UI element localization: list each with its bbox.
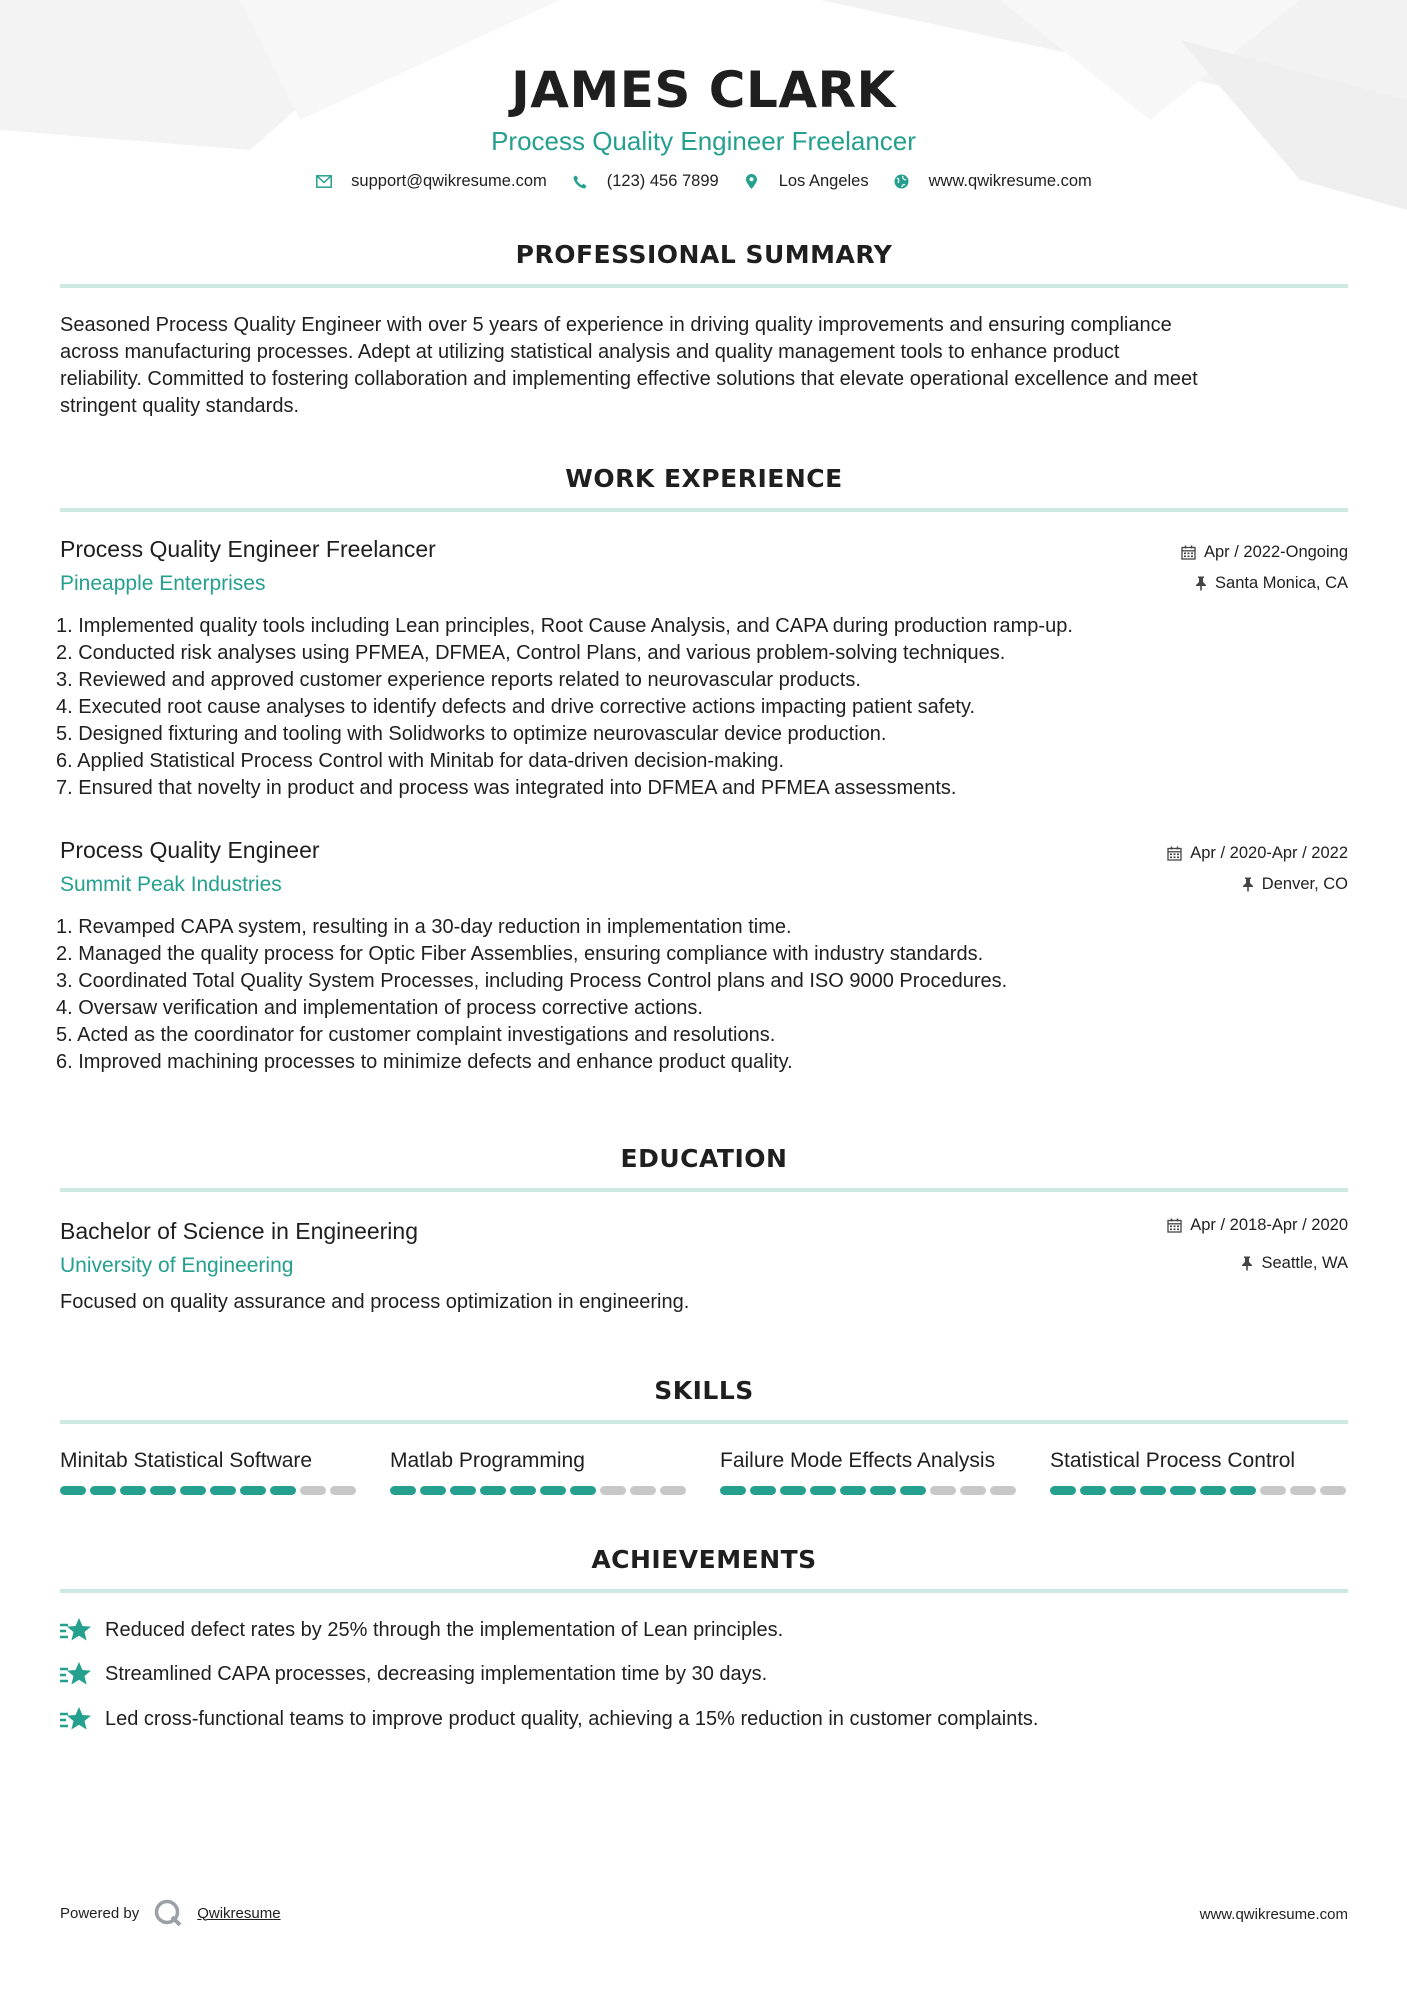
globe-icon <box>893 173 911 191</box>
skill-item <box>720 1448 1020 1495</box>
skills-divider <box>60 1420 1348 1424</box>
footer-website[interactable]: www.qwikresume.com <box>1199 1906 1348 1923</box>
location-text: Los Angeles <box>778 172 869 190</box>
rating-dot-filled <box>1080 1486 1106 1495</box>
pushpin-icon <box>1241 1256 1253 1271</box>
rating-dot-filled <box>870 1486 896 1495</box>
job-bullet: 4. Executed root cause analyses to identify defects and drive corrective actions impacting patient safety. <box>56 696 976 718</box>
rating-dot-filled <box>480 1486 506 1495</box>
rating-dot-filled <box>780 1486 806 1495</box>
rating-dot-empty <box>1320 1486 1346 1495</box>
rating-dot-filled <box>540 1486 566 1495</box>
job-bullet: 4. Oversaw verification and implementation of process corrective actions. <box>56 997 703 1019</box>
achievement-text: Streamlined CAPA processes, decreasing implementation time by 30 days. <box>105 1662 768 1685</box>
job-dates <box>1167 844 1348 863</box>
job-location-text: Santa Monica, CA <box>1215 574 1348 592</box>
contact-phone[interactable] <box>571 172 719 191</box>
job-dates <box>1181 543 1348 562</box>
rating-dot-filled <box>510 1486 536 1495</box>
summary-line: across manufacturing processes. Adept at utilizing statistical analysis and quality management tools to enhance product <box>60 341 1120 363</box>
education-dates <box>1167 1216 1348 1235</box>
skill-item <box>60 1448 360 1495</box>
skill-name: Failure Mode Effects Analysis <box>720 1449 996 1472</box>
job-bullet: 6. Improved machining processes to minimize defects and enhance product quality. <box>56 1051 793 1073</box>
skill-item <box>390 1448 690 1495</box>
job-location-text: Denver, CO <box>1261 875 1348 893</box>
job-bullet: 2. Managed the quality process for Optic Fiber Assemblies, ensuring compliance with industry standards. <box>56 943 984 965</box>
rating-dot-empty <box>1290 1486 1316 1495</box>
rating-dot-filled <box>1200 1486 1226 1495</box>
achievement-item <box>60 1705 1038 1733</box>
rating-dot-filled <box>60 1486 86 1495</box>
star-icon <box>60 1705 92 1733</box>
pushpin-icon <box>1195 576 1207 591</box>
experience-heading: WORK EXPERIENCE <box>565 464 843 493</box>
rating-dot-filled <box>1110 1486 1136 1495</box>
calendar-icon <box>1181 545 1196 560</box>
summary-line: reliability. Committed to fostering collaboration and implementing effective solutions that elevate operational excellence and meet <box>60 368 1198 390</box>
rating-dot-filled <box>1230 1486 1256 1495</box>
rating-dot-empty <box>930 1486 956 1495</box>
rating-dot-filled <box>240 1486 266 1495</box>
skill-rating <box>1050 1486 1350 1495</box>
star-icon <box>60 1616 92 1644</box>
summary-heading: PROFESSIONAL SUMMARY <box>515 240 893 269</box>
job-bullet: 7. Ensured that novelty in product and process was integrated into DFMEA and PFMEA assessments. <box>56 777 957 799</box>
education-degree: Bachelor of Science in Engineering <box>60 1218 419 1244</box>
experience-divider <box>60 508 1348 512</box>
resume-header <box>0 58 1407 156</box>
rating-dot-empty <box>660 1486 686 1495</box>
phone-icon <box>571 173 589 191</box>
job-bullet: 1. Implemented quality tools including Lean principles, Root Cause Analysis, and CAPA during production ramp-up. <box>56 615 1073 637</box>
qwikresume-link[interactable]: Qwikresume <box>197 1904 281 1922</box>
achievement-item <box>60 1660 767 1688</box>
rating-dot-filled <box>570 1486 596 1495</box>
skill-name: Minitab Statistical Software <box>60 1449 313 1472</box>
rating-dot-empty <box>330 1486 356 1495</box>
education-dates-text: Apr / 2018-Apr / 2020 <box>1190 1216 1348 1234</box>
job-bullet: 3. Coordinated Total Quality System Processes, including Process Control plans and ISO 9000 Procedures. <box>56 970 1008 992</box>
email-text: support@qwikresume.com <box>351 172 547 190</box>
map-marker-icon <box>743 173 761 191</box>
job-title: Process Quality Engineer <box>60 837 320 863</box>
achievements-divider <box>60 1589 1348 1593</box>
job-dates-text: Apr / 2020-Apr / 2022 <box>1190 844 1348 862</box>
skill-rating <box>390 1486 690 1495</box>
phone-text: (123) 456 7899 <box>606 172 719 190</box>
job-bullet: 5. Designed fixturing and tooling with Solidworks to optimize neurovascular device production. <box>56 723 887 745</box>
summary-line: Seasoned Process Quality Engineer with over 5 years of experience in driving quality improvements and ensuring compliance <box>60 314 1172 336</box>
rating-dot-filled <box>720 1486 746 1495</box>
pushpin-icon <box>1242 877 1254 892</box>
rating-dot-filled <box>390 1486 416 1495</box>
rating-dot-filled <box>180 1486 206 1495</box>
rating-dot-filled <box>120 1486 146 1495</box>
skill-rating <box>60 1486 360 1495</box>
job-company: Summit Peak Industries <box>60 873 282 896</box>
job-location <box>1195 574 1348 593</box>
rating-dot-empty <box>600 1486 626 1495</box>
job-bullet: 6. Applied Statistical Process Control with Minitab for data-driven decision-making. <box>56 750 785 772</box>
contact-location <box>743 172 869 191</box>
skills-list <box>60 1448 1350 1495</box>
skill-item <box>1050 1448 1350 1495</box>
rating-dot-filled <box>1050 1486 1076 1495</box>
job-bullet: 2. Conducted risk analyses using PFMEA, DFMEA, Control Plans, and various problem-solving techniques. <box>56 642 1006 664</box>
rating-dot-filled <box>900 1486 926 1495</box>
rating-dot-filled <box>1140 1486 1166 1495</box>
job-title: Process Quality Engineer Freelancer <box>60 536 436 562</box>
education-description: Focused on quality assurance and process optimization in engineering. <box>60 1291 690 1313</box>
contact-email[interactable] <box>315 172 547 191</box>
education-divider <box>60 1188 1348 1192</box>
achievements-heading: ACHIEVEMENTS <box>591 1545 817 1574</box>
rating-dot-filled <box>840 1486 866 1495</box>
rating-dot-empty <box>300 1486 326 1495</box>
rating-dot-empty <box>1260 1486 1286 1495</box>
summary-line: stringent quality standards. <box>60 395 300 417</box>
rating-dot-filled <box>210 1486 236 1495</box>
skill-name: Matlab Programming <box>390 1449 585 1472</box>
calendar-icon <box>1167 1218 1182 1233</box>
achievement-text: Led cross-functional teams to improve product quality, achieving a 15% reduction in customer complaints. <box>105 1707 1039 1730</box>
job-bullet: 1. Revamped CAPA system, resulting in a 30-day reduction in implementation time. <box>56 916 792 938</box>
rating-dot-filled <box>450 1486 476 1495</box>
job-bullet: 3. Reviewed and approved customer experience reports related to neurovascular products. <box>56 669 861 691</box>
summary-text <box>60 312 1350 420</box>
education-location-text: Seattle, WA <box>1261 1254 1348 1272</box>
star-icon <box>60 1660 92 1688</box>
contact-bar <box>0 172 1407 191</box>
rating-dot-filled <box>1170 1486 1196 1495</box>
envelope-icon <box>315 173 333 191</box>
qwikresume-logo-icon <box>153 1898 183 1928</box>
job-company: Pineapple Enterprises <box>60 572 266 595</box>
candidate-role: Process Quality Engineer Freelancer <box>491 126 916 156</box>
rating-dot-empty <box>630 1486 656 1495</box>
rating-dot-filled <box>150 1486 176 1495</box>
powered-by-label: Powered by <box>60 1904 140 1922</box>
education-school: University of Engineering <box>60 1254 294 1277</box>
contact-website[interactable] <box>893 172 1092 191</box>
achievement-item <box>60 1616 783 1644</box>
rating-dot-filled <box>270 1486 296 1495</box>
education-heading: EDUCATION <box>620 1144 788 1173</box>
footer-powered-by <box>60 1898 281 1928</box>
candidate-name: JAMES CLARK <box>511 61 896 119</box>
rating-dot-filled <box>750 1486 776 1495</box>
education-location <box>1241 1254 1348 1273</box>
achievement-text: Reduced defect rates by 25% through the implementation of Lean principles. <box>105 1618 784 1641</box>
rating-dot-empty <box>990 1486 1016 1495</box>
rating-dot-filled <box>420 1486 446 1495</box>
skill-rating <box>720 1486 1020 1495</box>
skills-heading: SKILLS <box>654 1376 754 1405</box>
job-bullets <box>56 914 1346 1076</box>
job-bullet: 5. Acted as the coordinator for customer complaint investigations and resolutions. <box>56 1024 776 1046</box>
summary-divider <box>60 284 1348 288</box>
rating-dot-filled <box>90 1486 116 1495</box>
website-text: www.qwikresume.com <box>928 172 1092 190</box>
rating-dot-empty <box>960 1486 986 1495</box>
job-dates-text: Apr / 2022-Ongoing <box>1203 543 1348 561</box>
job-location <box>1242 875 1348 894</box>
rating-dot-filled <box>810 1486 836 1495</box>
skill-name: Statistical Process Control <box>1050 1449 1296 1472</box>
job-bullets <box>56 613 1346 802</box>
calendar-icon <box>1167 846 1182 861</box>
